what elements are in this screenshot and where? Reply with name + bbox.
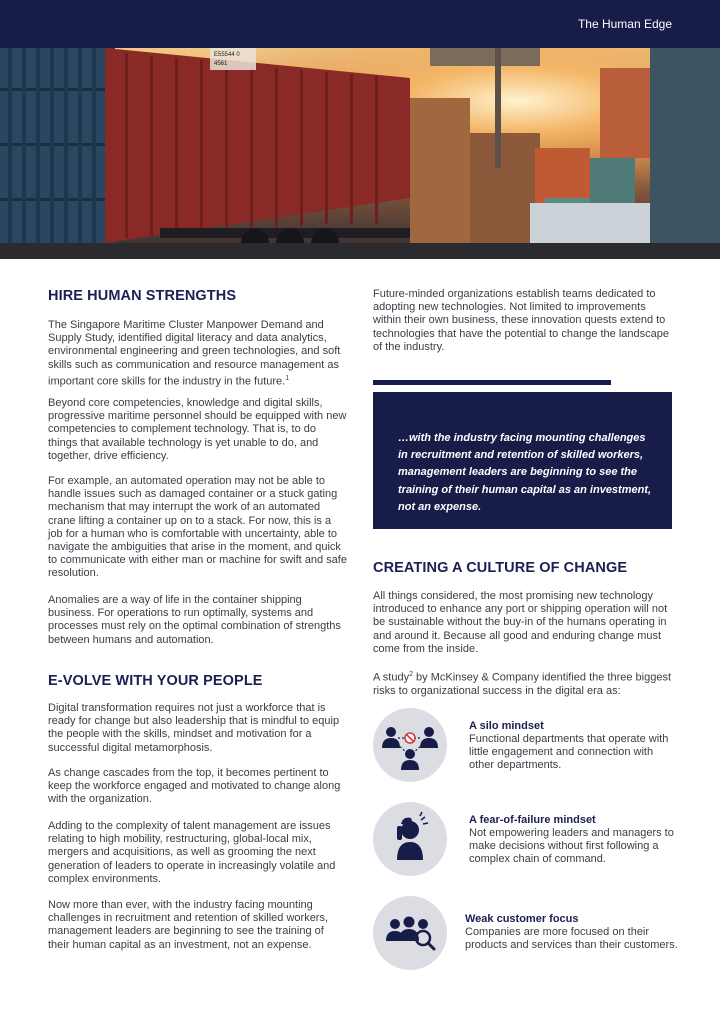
section-heading-evolve: E-VOLVE WITH YOUR PEOPLE (48, 673, 263, 689)
paragraph-text: The Singapore Maritime Cluster Manpower Demand and Supply Study, identified digital literacy and data analytics, environmental engineering and green technologies, and soft skills such as communication and resource management as important core skills for the industry in the future. (48, 319, 341, 388)
worried-person-icon (373, 802, 447, 876)
header-bar (0, 0, 720, 48)
publication-title: The Human Edge (577, 17, 672, 31)
silo-people-icon (373, 708, 447, 782)
section-heading-culture: CREATING A CULTURE OF CHANGE (373, 560, 628, 576)
container-yard-illustration (0, 48, 720, 259)
container-code: E55544 0 (214, 52, 240, 58)
risk-title: Weak customer focus (465, 913, 579, 925)
paragraph: As change cascades from the top, it becomes pertinent to keep the workforce engaged and motivated to change along with the organization. (48, 767, 341, 806)
footnote-ref: 1 (285, 374, 290, 382)
container-code: 4561 (214, 61, 228, 67)
paragraph (48, 319, 348, 389)
risk-icon-circle (373, 896, 447, 970)
paragraph: Now more than ever, with the industry facing mounting challenges in recruitment and retention of skilled workers, management leaders are beginning to see the training of their human capital as an investment, not an expense. (48, 899, 329, 951)
quote-divider (373, 380, 611, 385)
paragraph: Adding to the complexity of talent management are issues relating to high mobility, restructuring, global-local mix, mergers and acquisitions, as well as grooming the next generation of leaders to operate in increasingly volatile and complex environments. (48, 820, 336, 885)
risk-title: A fear-of-failure mindset (469, 814, 596, 826)
hero-image (0, 48, 720, 259)
paragraph: All things considered, the most promising new technology introduced to enhance any port or shipping operation will not be sustainable without the buy-in of the humans operating in and around it. Because all good and enduring change must come from the inside. (373, 590, 668, 655)
risk-description: Functional departments that operate with little engagement and connection with other departments. (469, 733, 669, 772)
pull-quote-text: …with the industry facing mounting challenges in recruitment and retention of skilled workers, management leaders are beginning to see the training of their human capital as an investment, not an expense. (398, 432, 652, 513)
paragraph: Future-minded organizations establish teams dedicated to adopting new technologies. Not limited to improvements within their own business, these innovation quests extend to technologies that have the potential to change the landscape of the industry. (373, 288, 670, 353)
paragraph-text: A study (373, 671, 410, 684)
paragraph: Beyond core competencies, knowledge and digital skills, progressive maritime personnel should be equipped with new competencies to complement technology. That is, to do things that available technology is yet unable to do, and together, drive efficiency. (48, 397, 347, 462)
paragraph-text: by McKinsey & Company identified the three biggest risks to organizational success in the digital era as: (373, 671, 672, 697)
pull-quote-box (373, 392, 672, 529)
paragraph (373, 668, 673, 698)
footnote-ref: 2 (409, 671, 413, 678)
people-search-icon (373, 896, 447, 970)
risk-icon-circle (373, 708, 447, 782)
risk-icon-circle (373, 802, 447, 876)
paragraph: For example, an automated operation may not be able to handle issues such as damaged container or a stuck gating mechanism that may interrupt the work of an automated crane lifting a container up on to a stack. For now, this is a job for a human who is comfortable with uncertainty, able to navigate the ambiguities that arise in the moment, and quick to communicate with either man or machine for swift and safe resolution. (48, 475, 347, 580)
risk-description: Companies are more focused on their products and services than their customers. (465, 926, 678, 952)
section-heading-hire: HIRE HUMAN STRENGTHS (48, 288, 237, 304)
risk-description: Not empowering leaders and managers to make decisions without first following a complex chain of command. (469, 827, 674, 866)
paragraph: Digital transformation requires not just a workforce that is ready for change but also leadership that is mindful to equip the people with the skills, mindset and motivation for a successful digital metamorphosis. (48, 702, 340, 754)
paragraph: Anomalies are a way of life in the container shipping business. For operations to run optimally, systems and processes must rely on the optimal combination of strengths between humans and automation. (48, 594, 341, 646)
risk-title: A silo mindset (469, 720, 544, 732)
